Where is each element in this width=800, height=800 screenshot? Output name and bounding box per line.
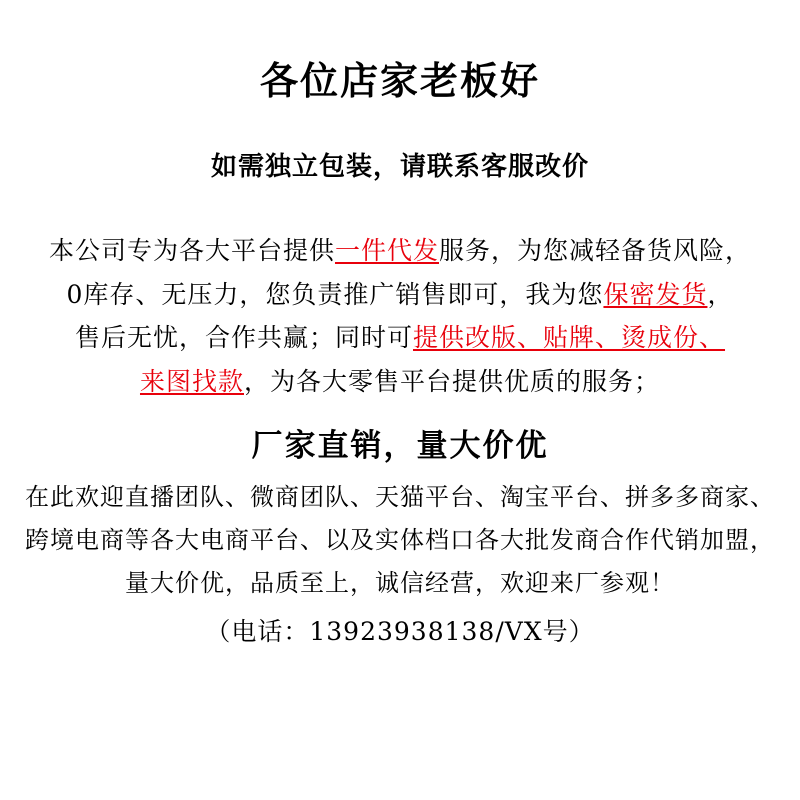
service-line-4-text-b: ，为各大零售平台提供优质的服务； — [244, 367, 661, 397]
welcome-description — [18, 476, 782, 604]
service-line-2-text-a: 0库存、无压力，您负责推广销售即可，我为您 — [66, 279, 604, 309]
service-line-2-text-b: ， — [707, 279, 734, 309]
page-subtitle: 如需独立包装，请联系客服改价 — [210, 151, 589, 182]
service-line-1 — [18, 229, 782, 273]
welcome-line-1: 在此欢迎直播团队、微商团队、天猫平台、淘宝平台、拼多多商家、 — [25, 483, 775, 512]
service-line-3-highlight: 提供改版、贴牌、烫成份、 — [413, 323, 726, 353]
welcome-line-2: 跨境电商等各大电商平台、以及实体档口各大批发商合作代销加盟， — [25, 525, 775, 554]
service-line-3 — [18, 316, 782, 360]
service-line-2-highlight: 保密发货 — [603, 279, 708, 309]
service-line-3-text-a: 售后无忧，合作共赢；同时可 — [74, 323, 413, 353]
service-line-1-highlight: 一件代发 — [334, 235, 439, 265]
service-line-1-text-b: 服务，为您减轻备货风险， — [439, 235, 752, 265]
service-description — [18, 229, 782, 404]
service-line-4 — [18, 360, 782, 404]
service-line-4-highlight: 来图找款 — [139, 367, 244, 397]
welcome-line-3: 量大价优，品质至上，诚信经营，欢迎来厂参观！ — [125, 568, 675, 597]
page-title: 各位店家老板好 — [259, 58, 540, 103]
slogan: 厂家直销，量大价优 — [251, 427, 549, 464]
contact-phone: （电话：13923938138/VX号） — [205, 617, 595, 647]
service-line-1-text-a: 本公司专为各大平台提供 — [48, 235, 335, 265]
service-line-2 — [18, 273, 782, 317]
